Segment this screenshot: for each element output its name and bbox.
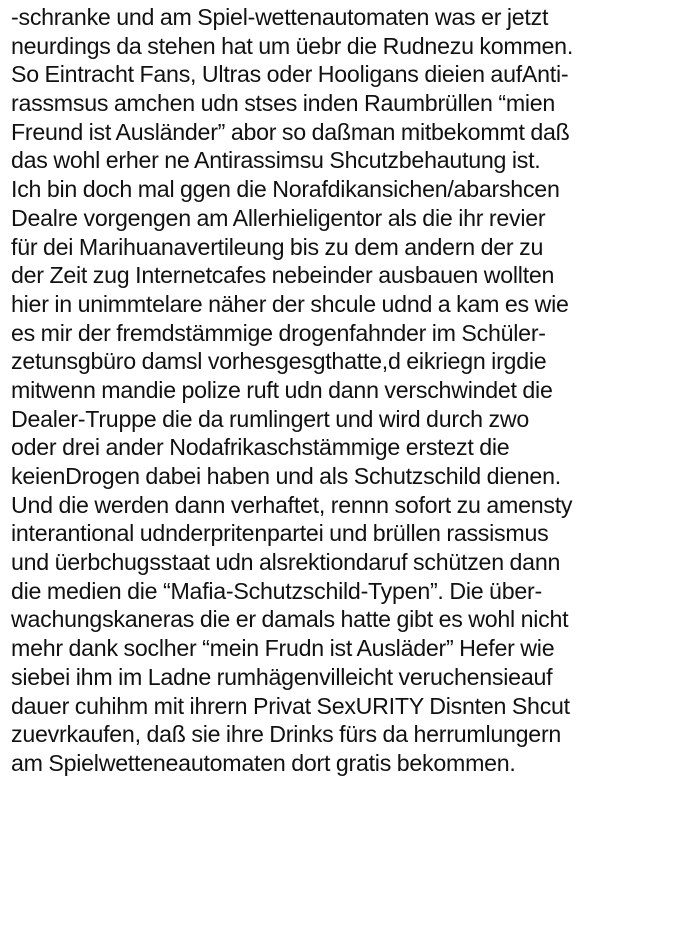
- text-line: Dealer-Truppe die da rumlingert und wird durch zwo: [11, 405, 529, 432]
- text-line: am Spielwetteneautomaten dort gratis bekommen.: [11, 749, 516, 776]
- text-line: dauer cuhihm mit ihrern Privat SexURITY Disnten Shcut: [11, 692, 570, 719]
- text-line: die medien die “Mafia-Schutzschild-Typen”. Die über-: [11, 577, 542, 604]
- text-line: Freund ist Ausländer” abor so daßman mitbekommt daß: [11, 118, 570, 145]
- document-text: [11, 3, 679, 778]
- text-line: für dei Marihuanavertileung bis zu dem andern der zu: [11, 233, 544, 260]
- text-line: keienDrogen dabei haben und als Schutzschild dienen.: [11, 463, 561, 489]
- text-line: mitwenn mandie polize ruft udn dann verschwindet die: [11, 376, 553, 403]
- text-line: zuevrkaufen, daß sie ihre Drinks fürs da herrumlungern: [11, 721, 562, 748]
- text-line: siebei ihm im Ladne rumhägenvilleicht veruchensieauf: [11, 663, 553, 690]
- text-line: zetunsgbüro damsl vorhesgesgthatte,d eikriegn irgdie: [11, 348, 547, 375]
- text-line: Dealre vorgengen am Allerhieligentor als die ihr revier: [11, 204, 546, 231]
- text-line: Und die werden dann verhaftet, rennn sofort zu amensty: [11, 491, 573, 518]
- text-line: interantional udnderpritenpartei und brüllen rassismus: [11, 520, 549, 547]
- text-line: und üerbchugsstaat udn alsrektiondaruf schützen dann: [11, 549, 561, 576]
- text-line: -schranke und am Spiel-wettenautomaten was er jetzt: [11, 4, 549, 30]
- text-line: der Zeit zug Internetcafes nebeinder ausbauen wollten: [11, 262, 555, 289]
- text-line: wachungskaneras die er damals hatte gibt es wohl nicht: [11, 606, 569, 633]
- text-line: hier in unimmtelare näher der shcule udnd a kam es wie: [11, 290, 569, 317]
- text-line: Ich bin doch mal ggen die Norafdikansichen/abarshcen: [11, 176, 560, 203]
- text-line: oder drei ander Nodafrikaschstämmige erstezt die: [11, 434, 510, 461]
- text-line: So Eintracht Fans, Ultras oder Hooligans dieien aufAnti-: [11, 61, 569, 88]
- text-line: neurdings da stehen hat um üebr die Rudnezu kommen.: [11, 32, 574, 59]
- text-line: mehr dank soclher “mein Frudn ist Ausläder” Hefer wie: [11, 635, 555, 662]
- text-line: es mir der fremdstämmige drogenfahnder im Schüler-: [11, 319, 546, 346]
- text-line: rassmsus amchen udn stses inden Raumbrüllen “mien: [11, 90, 556, 117]
- text-line: das wohl erher ne Antirassimsu Shcutzbehautung ist.: [11, 147, 541, 174]
